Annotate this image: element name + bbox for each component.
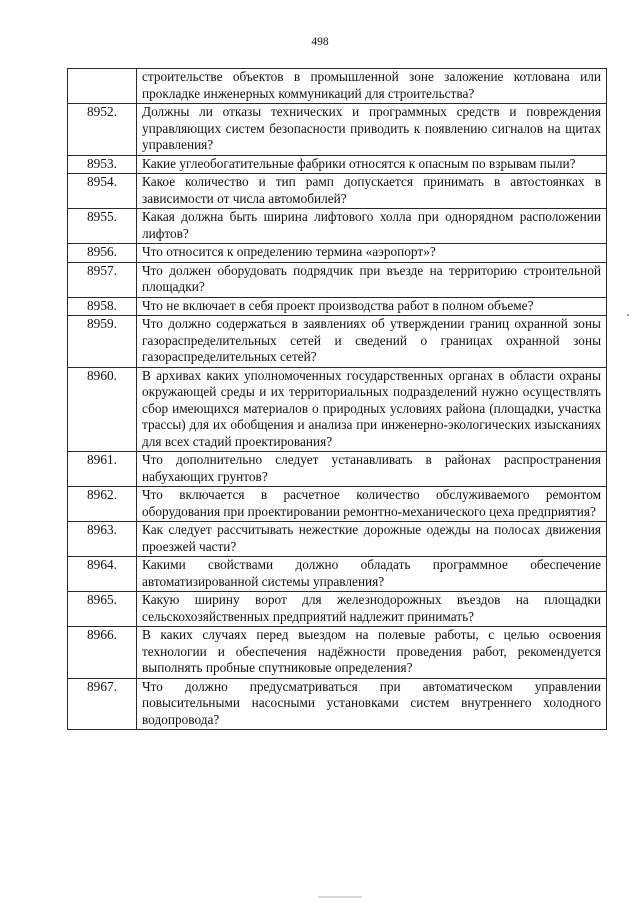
question-text: Должны ли отказы технических и программных средств и повреждения управляющих систем безопасности приводить к появлению сигналов на щитах управления? xyxy=(137,104,607,156)
question-text: Какую ширину ворот для железнодорожных въездов на площадки сельскохозяйственных предприятий надлежит принимать? xyxy=(137,592,607,627)
table-row xyxy=(68,174,607,209)
table-row xyxy=(68,244,607,263)
table-row xyxy=(68,678,607,730)
table-row xyxy=(68,262,607,297)
table-row xyxy=(68,316,607,368)
table-row xyxy=(68,627,607,679)
question-number: 8958. xyxy=(68,297,137,316)
table-row xyxy=(68,69,607,104)
question-number: 8952. xyxy=(68,104,137,156)
question-number: 8967. xyxy=(68,678,137,730)
table-row xyxy=(68,487,607,522)
scan-speck xyxy=(627,314,629,316)
question-text: Как следует рассчитывать нежесткие дорожные одежды на полосах движения проезжей части? xyxy=(137,522,607,557)
question-text: Что не включает в себя проект производства работ в полном объеме? xyxy=(137,297,607,316)
question-text: В каких случаях перед выездом на полевые работы, с целью освоения технологии и обеспечения надёжности проведения работ, рекомендуется выполнять пробные спутниковые определения? xyxy=(137,627,607,679)
question-number: 8966. xyxy=(68,627,137,679)
questions-table xyxy=(67,68,607,730)
table-row xyxy=(68,592,607,627)
question-number: 8959. xyxy=(68,316,137,368)
scan-smudge xyxy=(318,896,362,898)
question-text: Что должно содержаться в заявлениях об утверждении границ охранной зоны газораспределительных сетей и сведений о границах охранной зоны газораспределительных сетей? xyxy=(137,316,607,368)
question-number: 8965. xyxy=(68,592,137,627)
page-number: 498 xyxy=(311,36,329,48)
question-number: 8957. xyxy=(68,262,137,297)
question-text: Какое количество и тип рамп допускается принимать в автостоянках в зависимости от числа автомобилей? xyxy=(137,174,607,209)
question-text: Что включается в расчетное количество обслуживаемого ремонтом оборудования при проектировании ремонтно-механического цеха предприятия? xyxy=(137,487,607,522)
table-row xyxy=(68,557,607,592)
table-row xyxy=(68,522,607,557)
question-text: Что должен оборудовать подрядчик при въезде на территорию строительной площадки? xyxy=(137,262,607,297)
question-number: 8961. xyxy=(68,452,137,487)
question-text: Какая должна быть ширина лифтового холла при однорядном расположении лифтов? xyxy=(137,209,607,244)
question-text: Что дополнительно следует устанавливать в районах распространения набухающих грунтов? xyxy=(137,452,607,487)
table-row xyxy=(68,367,607,452)
question-text: Какие углеобогатительные фабрики относятся к опасным по взрывам пыли? xyxy=(137,155,607,174)
question-text: В архивах каких уполномоченных государственных органах в области охраны окружающей среды и их территориальных подразделений нужно осуществлять сбор имеющихся материалов о природных условиях района (площадки, участка трассы) для их обобщения и анализа при инженерно-экологических изысканиях для всех стадий проектирования? xyxy=(137,367,607,452)
question-number: 8955. xyxy=(68,209,137,244)
question-text: строительстве объектов в промышленной зоне заложение котлована или прокладке инженерных коммуникаций для строительства? xyxy=(137,69,607,104)
question-number: 8963. xyxy=(68,522,137,557)
question-number: 8956. xyxy=(68,244,137,263)
question-number: 8960. xyxy=(68,367,137,452)
table-row xyxy=(68,104,607,156)
question-text: Какими свойствами должно обладать программное обеспечение автоматизированной системы управления? xyxy=(137,557,607,592)
question-number: 8954. xyxy=(68,174,137,209)
question-number: 8953. xyxy=(68,155,137,174)
question-text: Что относится к определению термина «аэропорт»? xyxy=(137,244,607,263)
question-number: 8962. xyxy=(68,487,137,522)
table-row xyxy=(68,452,607,487)
table-row xyxy=(68,155,607,174)
question-number xyxy=(68,69,137,104)
table-row xyxy=(68,209,607,244)
table-row xyxy=(68,297,607,316)
question-number: 8964. xyxy=(68,557,137,592)
question-text: Что должно предусматриваться при автоматическом управлении повысительными насосными установками систем внутреннего холодного водопровода? xyxy=(137,678,607,730)
